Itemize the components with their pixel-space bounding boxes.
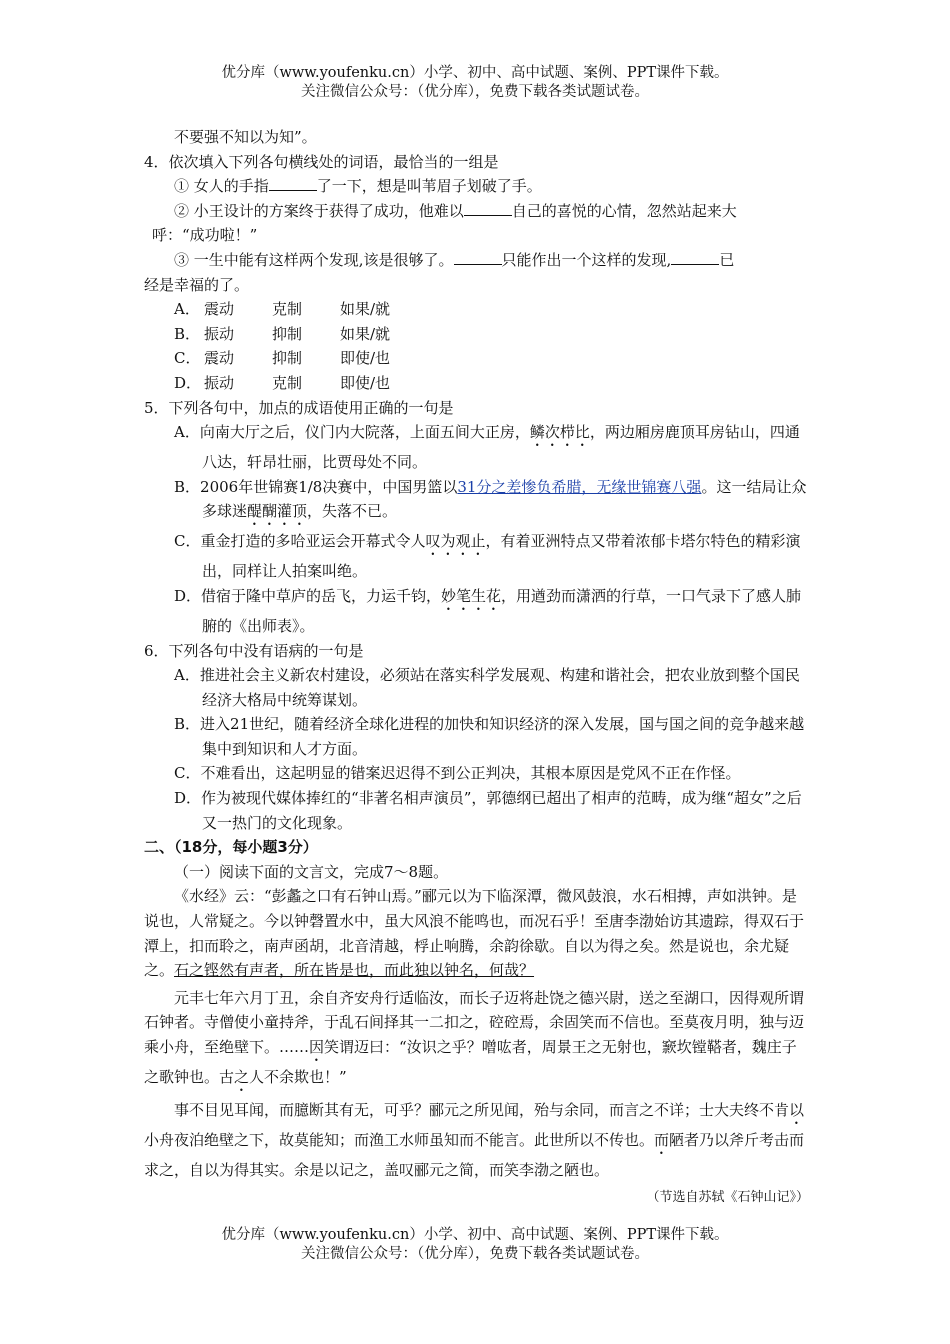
dotted-word: 而 [654, 1131, 670, 1149]
section-2-title: 二、（18分，每小题3分） [144, 838, 318, 857]
header-line-2: 关注微信公众号：（优分库），免费下载各类试题试卷。 [301, 84, 649, 100]
q4-stem: 4．依次填入下列各句横线处的词语，最恰当的一组是 [144, 152, 499, 171]
section-2-intro: （一）阅读下面的文言文，完成7～8题。 [174, 862, 449, 881]
q4-option-c: C． 震动 抑制 即使/也 [174, 349, 391, 368]
dotted-idiom: 叹为观止 [425, 532, 486, 551]
blank-line [269, 175, 317, 191]
q6-option-a: A．推进社会主义新农村建设，必须站在落实科学发展观、构建和谐社会，把农业放到整个国民经济大格局中统筹谋划。 [174, 666, 800, 709]
q4-sentence-1: ① 女人的手指 了一下，想是叫苇眉子划破了手。 [174, 177, 542, 196]
dotted-word: 以 [789, 1101, 805, 1119]
dotted-word: 之 [234, 1068, 250, 1086]
q4-sentence-2-cont: 呼：“成功啦！” [152, 226, 258, 245]
passage-source: （节选自苏轼《石钟山记》） [646, 1189, 809, 1205]
footer-line-1: 优分库（www.youfenku.cn）小学、初中、高中试题、案例、PPT课件下载。 [221, 1227, 729, 1243]
news-link[interactable]: 31分之差惨负希腊，无缘世锦赛八强 [457, 477, 702, 496]
q4-option-d: D． 振动 克制 即使/也 [174, 373, 391, 392]
exam-content [144, 125, 809, 1210]
passage-paragraph-3: 事不目见耳闻，而臆断其有无，可乎？郦元之所见闻，殆与余同，而言之不详；士大夫终不肯以小舟夜泊绝壁之下，故莫能知；而渔工水师虽知而不能言。此世所以不传也。而陋者乃以斧斤考击而求之，自以为得其实。余是以记之，盖叹郦元之简，而笑李渤之陋也。 [144, 1101, 805, 1179]
header-line-1: 优分库（www.youfenku.cn）小学、初中、高中试题、案例、PPT课件下载。 [221, 65, 729, 81]
q4-option-a: A． 震动 克制 如果/就 [174, 300, 391, 319]
dotted-word: 因 [309, 1038, 325, 1056]
q6-option-c: C．不难看出，这起明显的错案迟迟得不到公正判决，其根本原因是党风不正在作怪。 [174, 764, 741, 783]
q5-option-b: B．2006年世锦赛1/8决赛中，中国男篮以31分之差惨负希腊，无缘世锦赛八强。这一结局让众多球迷醍醐灌顶，失落不已。 [174, 477, 807, 521]
q4-sentence-3-cont: 经是幸福的了。 [144, 275, 250, 294]
dotted-idiom: 鳞次栉比 [529, 423, 590, 442]
dotted-idiom: 妙笔生花 [441, 586, 502, 605]
q6-stem: 6．下列各句中没有语病的一句是 [144, 641, 364, 660]
blank-line [464, 200, 512, 216]
page-header [0, 64, 950, 102]
q6-option-b: B．进入21世纪，随着经济全球化进程的加快和知识经济的深入发展，国与国之间的竞争越来越集中到知识和人才方面。 [174, 715, 805, 758]
dotted-idiom: 醍醐灌顶 [247, 502, 308, 521]
blank-line [454, 249, 502, 265]
passage-paragraph-1: 《水经》云：“彭蠡之口有石钟山焉。”郦元以为下临深潭，微风鼓浪，水石相搏，声如洪钟。是说也，人常疑之。今以钟磬置水中，虽大风浪不能鸣也，而况石乎！至唐李渤始访其遗踪，得双石于潭上，扣而聆之，南声函胡，北音清越，桴止响腾，余韵徐歇。自以为得之矣。然是说也，余尤疑之。石之铿然有声者，所在皆是也，而此独以钟名，何哉？ [144, 887, 805, 980]
blank-line [671, 249, 719, 265]
q4-sentence-2: ② 小王设计的方案终于获得了成功，他难以 自己的喜悦的心情，忽然站起来大 [174, 201, 737, 220]
q5-option-c: C．重金打造的多哈亚运会开幕式令人叹为观止，有着亚洲特点又带着浓郁卡塔尔特色的精彩演出，同样让人拍案叫绝。 [174, 532, 801, 581]
q5-stem: 5．下列各句中，加点的成语使用正确的一句是 [144, 398, 454, 417]
q6-option-d: D．作为被现代媒体捧红的“非著名相声演员”，郭德纲已超出了相声的范畴，成为继“超女”之后又一热门的文化现象。 [174, 789, 802, 832]
underlined-sentence: 石之铿然有声者，所在皆是也，而此独以钟名，何哉？ [174, 961, 535, 980]
page-footer [0, 1226, 950, 1264]
q4-sentence-3: ③ 一生中能有这样两个发现,该是很够了。 只能作出一个这样的发现, 已 [174, 250, 735, 269]
passage-paragraph-2: 元丰七年六月丁丑，余自齐安舟行适临汝，而长子迈将赴饶之德兴尉，送之至湖口，因得观所谓石钟者。寺僧使小童持斧，于乱石间择其一二扣之，硿硿焉，余固笑而不信也。至莫夜月明，独与迈乘小舟，至绝壁下。……因笑谓迈曰：“汝识之乎？噌吰者，周景王之无射也，窾坎镗鞳者，魏庄子之歌钟也。古之人不余欺也！” [144, 988, 805, 1086]
q4-option-b: B． 振动 抑制 如果/就 [174, 324, 391, 343]
q5-option-d: D．借宿于隆中草庐的岳飞，力运千钧，妙笔生花，用遒劲而潇洒的行草，一口气录下了感人肺腑的《出师表》。 [174, 586, 802, 635]
continued-text: 不要强不知以为知”。 [174, 128, 317, 146]
q5-option-a: A．向南大厅之后，仪门内大院落，上面五间大正房，鳞次栉比，两边厢房鹿顶耳房钻山，四通八达，轩昂壮丽，比贾母处不同。 [174, 423, 800, 472]
footer-line-2: 关注微信公众号：（优分库），免费下载各类试题试卷。 [301, 1246, 649, 1262]
